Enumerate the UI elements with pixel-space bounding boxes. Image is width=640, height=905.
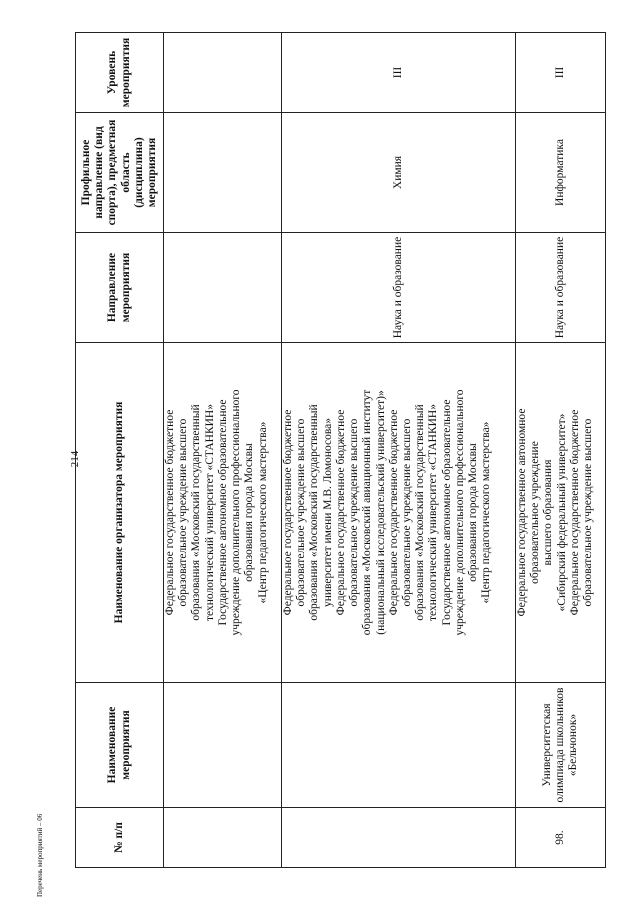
- organizer-line: образования города Москвы: [243, 443, 256, 582]
- organizer-line: образования «Московский авиационный институт: [361, 389, 374, 636]
- organizer-line: Федеральное государственное бюджетное: [568, 409, 581, 616]
- cell-num: 98.: [516, 808, 606, 868]
- cell-direction: Наука и образование: [516, 233, 606, 343]
- organizer-line: Федеральное государственное бюджетное: [164, 409, 176, 616]
- organizer-line: (национальный исследовательский университет)»: [374, 390, 387, 635]
- organizer-line: образования «Московский государственный: [414, 404, 427, 621]
- table-header-row: [76, 33, 164, 868]
- cell-event-name: [282, 683, 516, 808]
- organizer-line: образования города Москвы: [467, 443, 480, 582]
- cell-profile: Информатика: [516, 113, 606, 233]
- cell-organizer: [164, 343, 282, 683]
- organizer-line: образовательное учреждение высшего: [348, 418, 361, 607]
- footer-note: Перечень мероприятий – 06: [36, 813, 44, 897]
- cell-event-name: Университетская олимпиада школьников «Бельчонок»: [516, 683, 606, 808]
- cell-num: [282, 808, 516, 868]
- header-organizer: Наименование организатора мероприятия: [76, 343, 164, 683]
- organizer-line: Федеральное государственное бюджетное: [282, 409, 294, 616]
- table-row: [516, 33, 606, 868]
- organizer-line: образовательное учреждение высшего: [400, 418, 413, 607]
- header-level: Уровень мероприятия: [76, 33, 164, 113]
- cell-organizer: [282, 343, 516, 683]
- organizer-line: образования «Московский государственный: [308, 404, 321, 621]
- organizer-line: образовательное учреждение высшего: [582, 418, 595, 607]
- organizer-line: высшего образования: [542, 459, 555, 566]
- header-direction: Направление мероприятия: [76, 233, 164, 343]
- organizer-line: Федеральное государственное бюджетное: [334, 409, 347, 616]
- organizer-line: «Сибирский федеральный университет»: [555, 413, 568, 612]
- organizer-line: Государственное автономное образовательное: [440, 399, 453, 626]
- header-profile: Профильное направление (вид спорта), предметная область (дисциплина) мероприятия: [76, 113, 164, 233]
- organizer-line: технологический университет «СТАНКИН»: [203, 404, 216, 621]
- organizer-line: «Центр педагогического мастерства»: [480, 421, 493, 604]
- cell-profile: [164, 113, 282, 233]
- organizer-line: образовательное учреждение высшего: [295, 418, 308, 607]
- header-num: № п/п: [76, 808, 164, 868]
- rotated-table-page: [75, 33, 605, 868]
- cell-event-name: [164, 683, 282, 808]
- organizer-line: образовательное учреждение высшего: [177, 418, 190, 607]
- organizer-line: «Центр педагогического мастерства»: [256, 421, 269, 604]
- organizer-line: учреждение дополнительного профессионального: [453, 389, 466, 636]
- cell-level: III: [282, 33, 516, 113]
- cell-direction: [164, 233, 282, 343]
- organizer-line: учреждение дополнительного профессионального: [230, 389, 243, 636]
- organizer-line: Государственное автономное образовательное: [216, 399, 229, 626]
- page-number: 214: [69, 450, 81, 468]
- organizer-line: Федеральное государственное автономное: [516, 408, 528, 617]
- events-table: [75, 32, 606, 868]
- cell-organizer: [516, 343, 606, 683]
- organizer-line: образовательное учреждение: [529, 441, 542, 584]
- header-event-name: Наименование мероприятия: [76, 683, 164, 808]
- table-row: [282, 33, 516, 868]
- table-row: [164, 33, 282, 868]
- organizer-line: Федеральное государственное бюджетное: [387, 409, 400, 616]
- organizer-line: университет имени М.В. Ломоносова»: [321, 417, 334, 608]
- cell-profile: Химия: [282, 113, 516, 233]
- organizer-line: образования «Московский государственный: [190, 404, 203, 621]
- organizer-line: технологический университет «СТАНКИН»: [427, 404, 440, 621]
- cell-level: [164, 33, 282, 113]
- cell-level: III: [516, 33, 606, 113]
- cell-num: [164, 808, 282, 868]
- cell-direction: Наука и образование: [282, 233, 516, 343]
